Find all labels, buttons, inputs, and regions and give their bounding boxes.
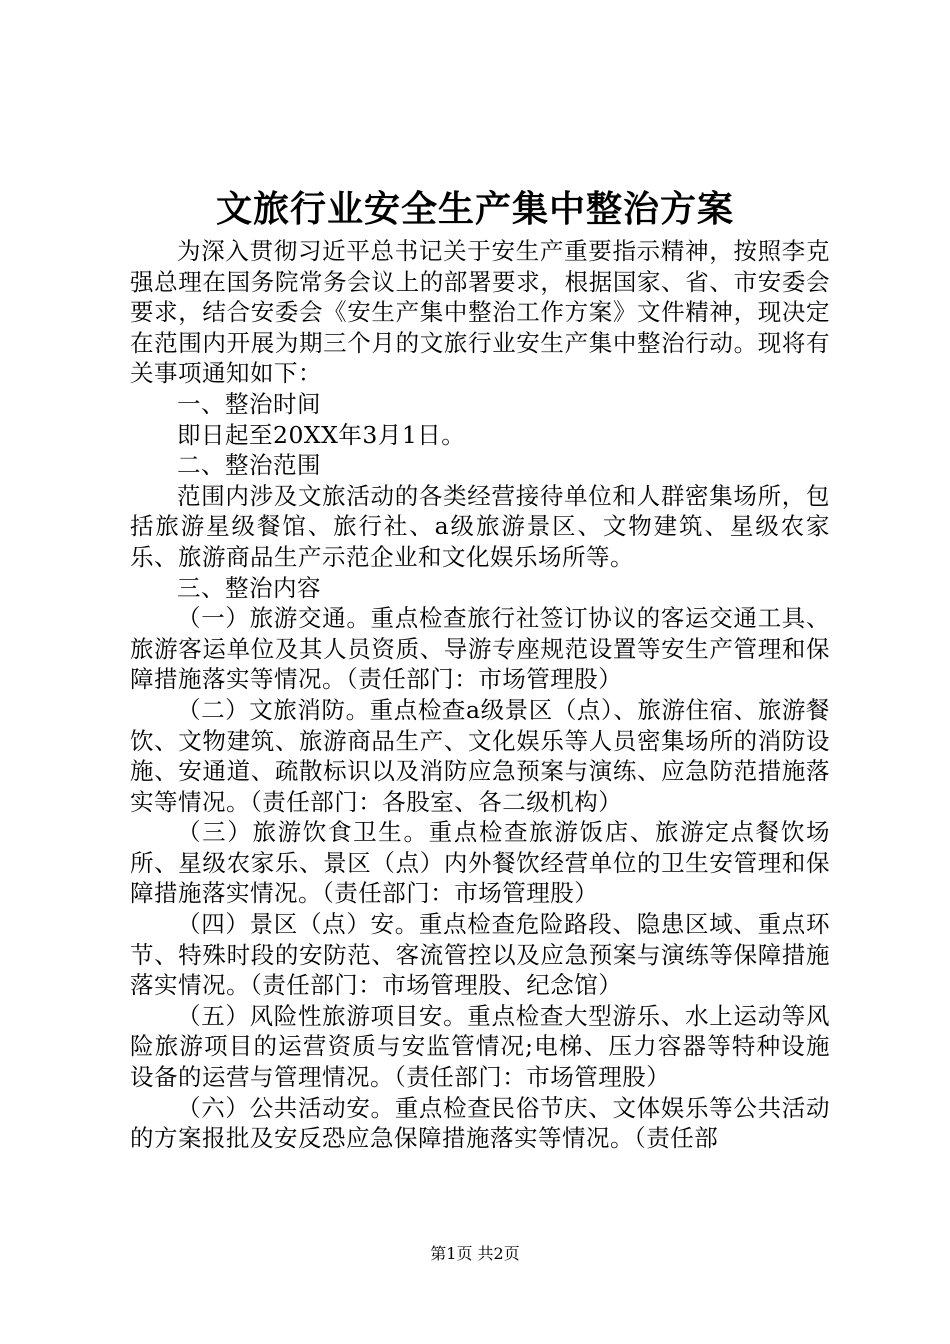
- content-item-6: （六）公共活动安。重点检查民俗节庆、文体娱乐等公共活动的方案报批及安反恐应急保障措施落实等情况。（责任部: [130, 1093, 830, 1153]
- page-footer: 第1页 共2页: [430, 1244, 520, 1263]
- content-item-5: （五）风险性旅游项目安。重点检查大型游乐、水上运动等风险旅游项目的运营资质与安监管情况;电梯、压力容器等特种设施设备的运营与管理情况。（责任部门：市场管理股）: [130, 1001, 830, 1092]
- content-item-4: （四）景区（点）安。重点检查危险路段、隐患区域、重点环节、特殊时段的安防范、客流管控以及应急预案与演练等保障措施落实情况。（责任部门：市场管理股、纪念馆）: [130, 910, 830, 1000]
- content-item-2: （二）文旅消防。重点检查a级景区（点）、旅游住宿、旅游餐饮、文物建筑、旅游商品生产、文化娱乐等人员密集场所的消防设施、安通道、疏散标识以及消防应急预案与演练、应急防范措施落实等情况。（责任部门：各股室、各二级机构）: [130, 695, 830, 816]
- section-heading-time: 一、整治时间: [177, 389, 321, 418]
- time-paragraph: 即日起至20XX年3月1日。: [177, 420, 466, 449]
- section-heading-scope: 二、整治范围: [177, 451, 321, 480]
- section-heading-content: 三、整治内容: [177, 573, 321, 602]
- intro-paragraph: 为深入贯彻习近平总书记关于安生产重要指示精神，按照李克强总理在国务院常务会议上的部署要求，根据国家、省、市安委会要求，结合安委会《安生产集中整治工作方案》文件精神，现决定在范围内开展为期三个月的文旅行业安生产集中整治行动。现将有关事项通知如下：: [130, 237, 830, 388]
- content-item-1: （一）旅游交通。重点检查旅行社签订协议的客运交通工具、旅游客运单位及其人员资质、导游专座规范设置等安生产管理和保障措施落实等情况。（责任部门：市场管理股）: [130, 604, 830, 694]
- content-item-3: （三）旅游饮食卫生。重点检查旅游饭店、旅游定点餐饮场所、星级农家乐、景区（点）内外餐饮经营单位的卫生安管理和保障措施落实情况。（责任部门：市场管理股）: [130, 818, 830, 908]
- document-body: [130, 236, 830, 1154]
- document-title: 文旅行业安全生产集中整治方案: [215, 188, 734, 230]
- scope-paragraph: 范围内涉及文旅活动的各类经营接待单位和人群密集场所，包括旅游星级餐馆、旅行社、a级旅游景区、文物建筑、星级农家乐、旅游商品生产示范企业和文化娱乐场所等。: [130, 481, 830, 571]
